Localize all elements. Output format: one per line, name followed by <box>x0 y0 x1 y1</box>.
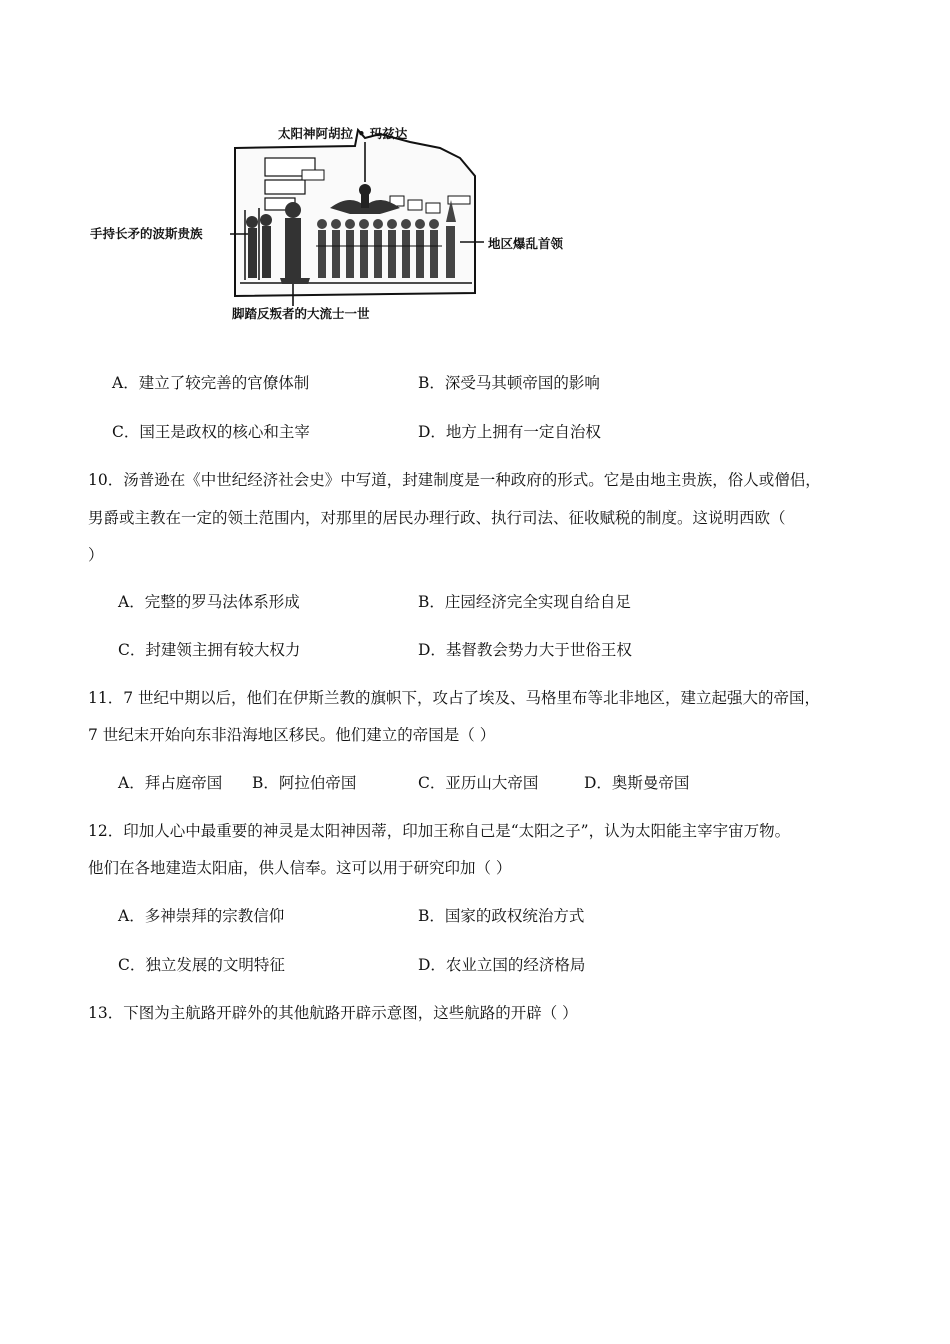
q9-option-b: B．深受马其顿帝国的影响 <box>418 374 600 392</box>
relief-figure <box>80 118 600 328</box>
q12-option-a: A．多神崇拜的宗教信仰 <box>118 907 285 925</box>
q11-option-b: B．阿拉伯帝国 <box>252 774 357 792</box>
q10-option-c: C．封建领主拥有较大权力 <box>118 641 301 659</box>
q11-option-c: C．亚历山大帝国 <box>418 774 539 792</box>
q13-stem-line1: 13．下图为主航路开辟外的其他航路开辟示意图，这些航路的开辟（ ） <box>88 1004 578 1022</box>
q11-stem-line2: 7 世纪末开始向东非沿海地区移民。他们建立的帝国是（ ） <box>88 726 496 744</box>
q11-stem-line1: 11．7 世纪中期以后，他们在伊斯兰教的旗帜下，攻占了埃及、马格里布等北非地区，建立起强大的帝国， <box>88 689 821 707</box>
q9-option-c: C．国王是政权的核心和主宰 <box>112 423 310 441</box>
q10-option-b: B．庄园经济完全实现自给自足 <box>418 593 631 611</box>
q11-option-a: A．拜占庭帝国 <box>118 774 223 792</box>
q12-option-c: C．独立发展的文明特征 <box>118 956 285 974</box>
q12-option-d: D．农业立国的经济格局 <box>418 956 586 974</box>
q10-stem-line1: 10．汤普逊在《中世纪经济社会史》中写道，封建制度是一种政府的形式。它是由地主贵族，俗人或僧侣， <box>88 471 821 489</box>
q9-option-a: A．建立了较完善的官僚体制 <box>112 374 310 392</box>
q10-stem-line2: 男爵或主教在一定的领土范围内，对那里的居民办理行政、执行司法、征收赋税的制度。这说明西欧（ <box>88 509 786 527</box>
q12-option-b: B．国家的政权统治方式 <box>418 907 585 925</box>
relief-illustration <box>80 118 600 328</box>
q10-stem-line3: ） <box>88 546 104 564</box>
figure-label-darius: 脚踏反叛者的大流士一世 <box>232 306 370 321</box>
q10-option-d: D．基督教会势力大于世俗王权 <box>418 641 632 659</box>
q9-option-d: D．地方上拥有一定自治权 <box>418 423 601 441</box>
q12-stem-line2: 他们在各地建造太阳庙，供人信奉。这可以用于研究印加（ ） <box>88 859 512 877</box>
q12-stem-line1: 12．印加人心中最重要的神灵是太阳神因蒂，印加王称自己是“太阳之子”，认为太阳能主宰宇宙万物。 <box>88 822 791 840</box>
q11-option-d: D．奥斯曼帝国 <box>584 774 690 792</box>
figure-label-persian-nobles: 手持长矛的波斯贵族 <box>90 226 203 241</box>
figure-label-sun-god: 太阳神阿胡拉 • 玛兹达 <box>278 126 408 141</box>
figure-label-rebel-leaders: 地区爆乱首领 <box>488 236 564 251</box>
q10-option-a: A．完整的罗马法体系形成 <box>118 593 300 611</box>
